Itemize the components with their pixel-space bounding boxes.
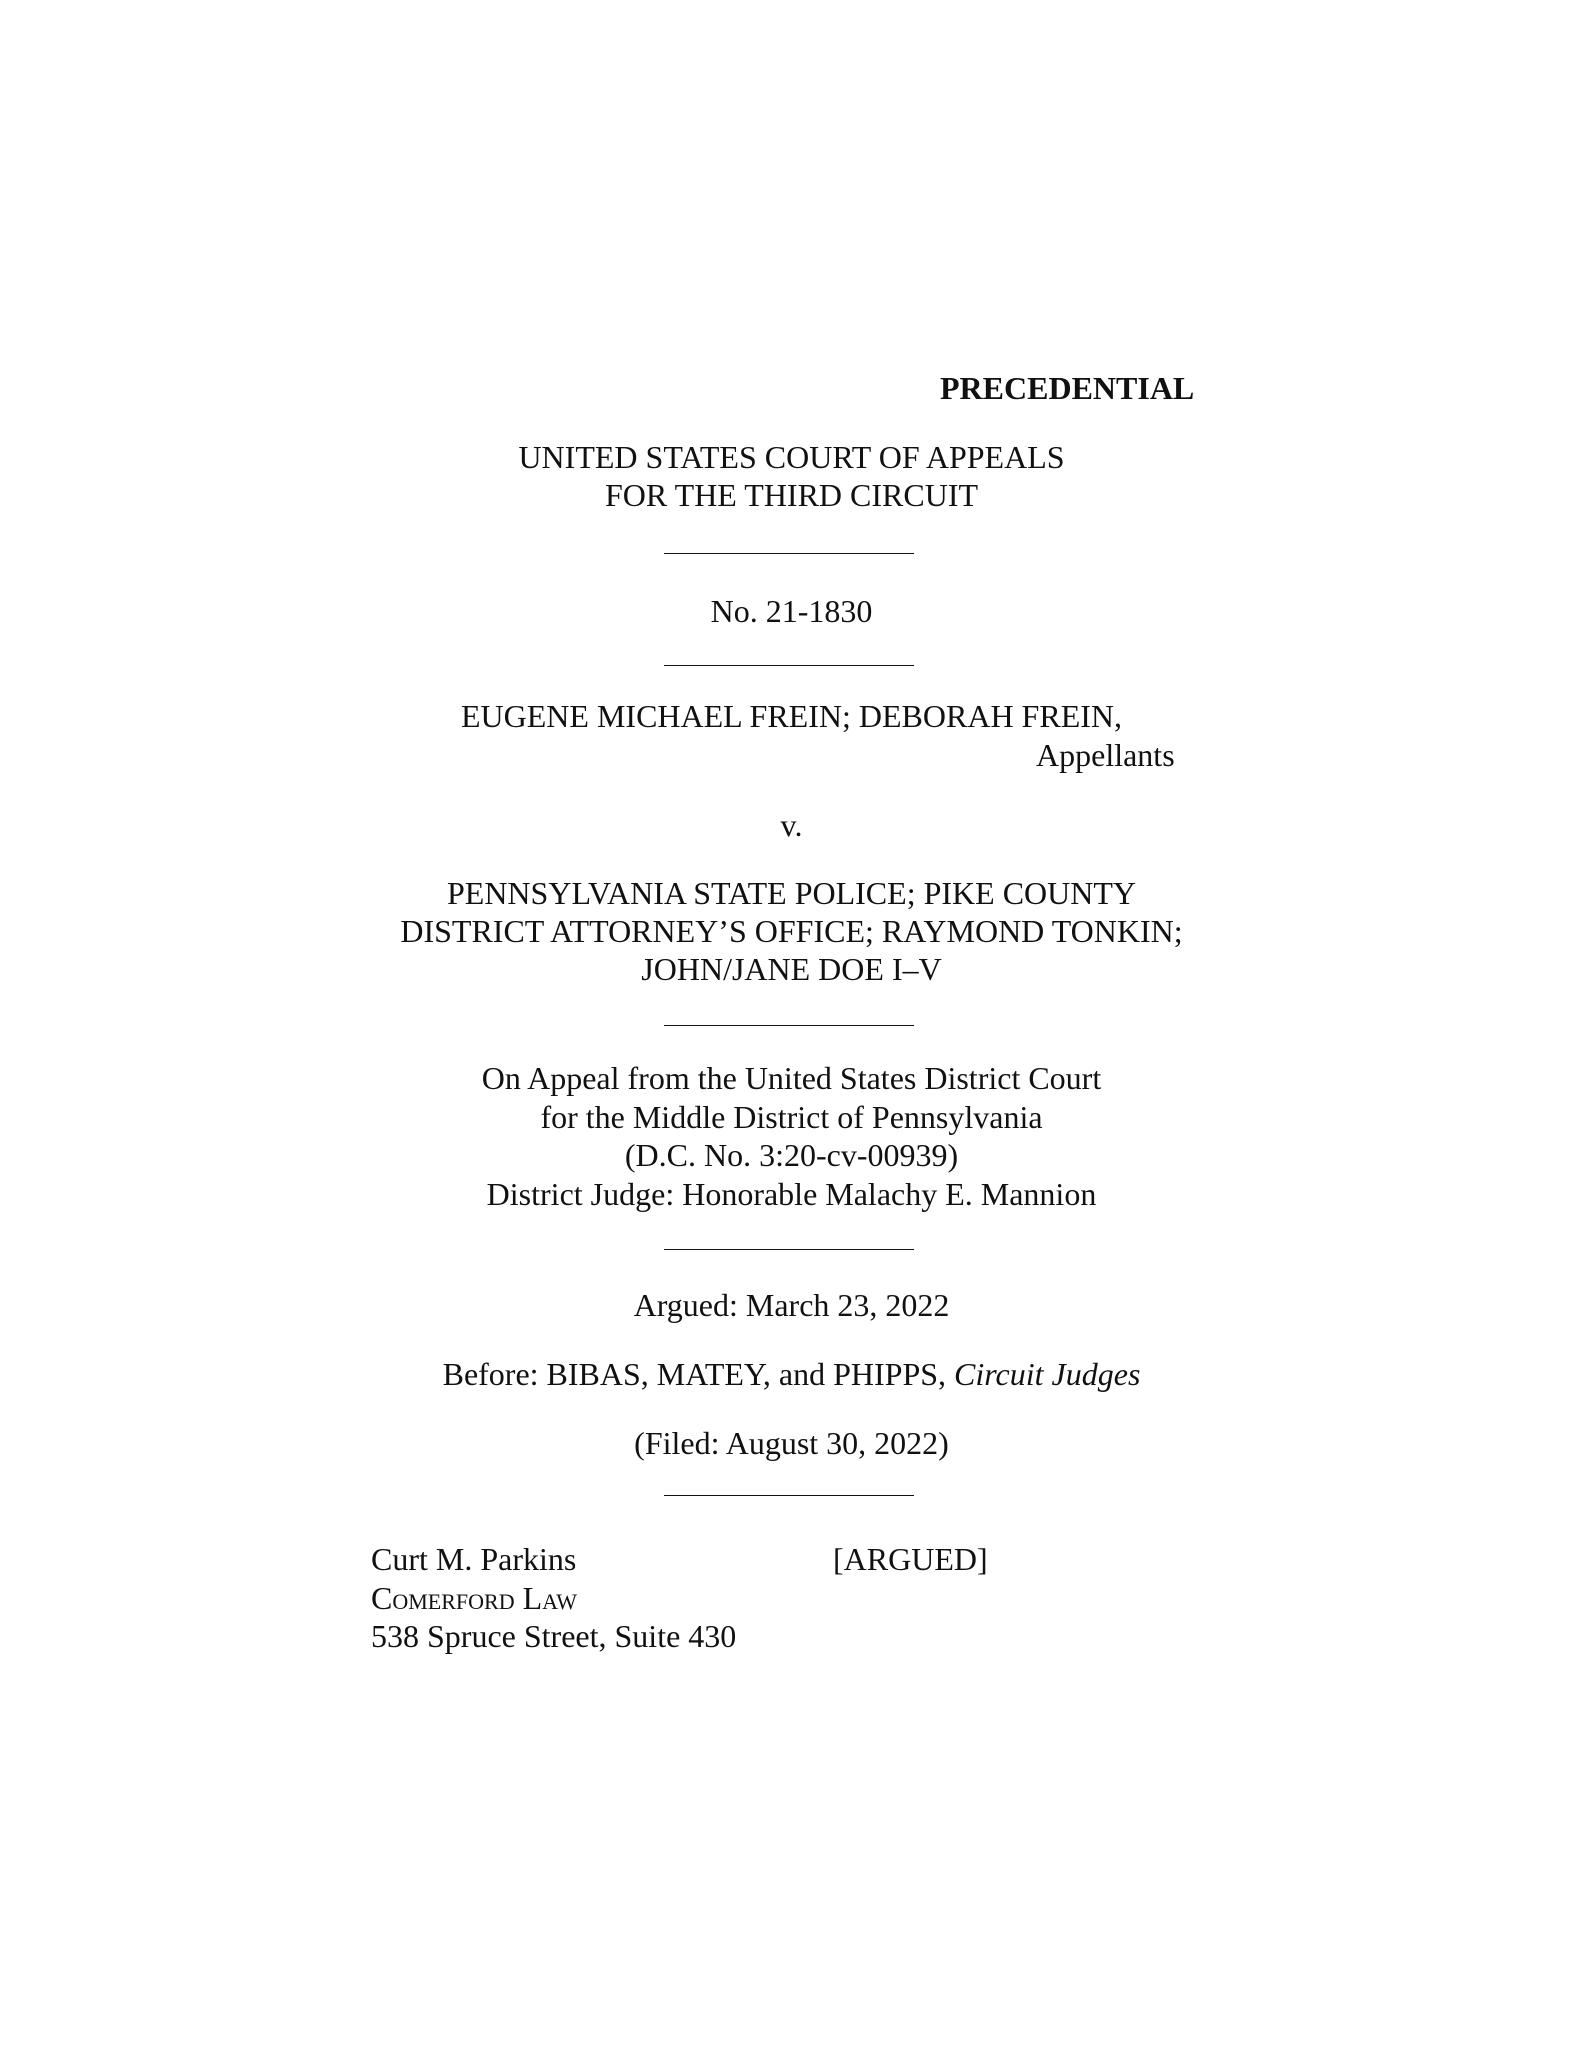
argued-date: Argued: March 23, 2022 [633,1287,950,1323]
panel-judges-title: Circuit Judges [954,1356,1141,1392]
counsel-argued-status: [ARGUED] [833,1541,988,1577]
appellants-label: Appellants [1036,737,1175,773]
court-name-line2: FOR THE THIRD CIRCUIT [604,477,979,513]
counsel-name: Curt M. Parkins [371,1541,577,1577]
separator-rule-1 [664,553,914,554]
appellees-line2: DISTRICT ATTORNEY’S OFFICE; RAYMOND TONKIN; [400,913,1183,949]
panel-judges-names: Before: BIBAS, MATEY, and PHIPPS, [442,1356,955,1392]
appellees-line3: JOHN/JANE DOE I–V [641,951,942,987]
separator-rule-4 [664,1249,914,1250]
separator-rule-5 [664,1495,914,1496]
versus: v. [780,807,803,843]
court-name-line1: UNITED STATES COURT OF APPEALS [518,439,1065,475]
case-number: No. 21-1830 [710,593,873,629]
panel-judges [0,1355,1583,1393]
separator-rule-3 [664,1025,914,1026]
district-judge: District Judge: Honorable Malachy E. Mannion [486,1176,1097,1212]
counsel-firm: Comerford Law [371,1580,578,1616]
separator-rule-2 [664,665,914,666]
appeal-docket: (D.C. No. 3:20-cv-00939) [624,1137,959,1173]
appeal-line1: On Appeal from the United States District Court [481,1060,1102,1096]
filed-date: (Filed: August 30, 2022) [634,1425,949,1461]
appellants-names: EUGENE MICHAEL FREIN; DEBORAH FREIN, [460,698,1122,734]
counsel-address: 538 Spruce Street, Suite 430 [371,1618,737,1654]
appellees-line1: PENNSYLVANIA STATE POLICE; PIKE COUNTY [446,875,1137,911]
precedential-label: PRECEDENTIAL [940,370,1195,406]
appeal-line2: for the Middle District of Pennsylvania [540,1099,1043,1135]
